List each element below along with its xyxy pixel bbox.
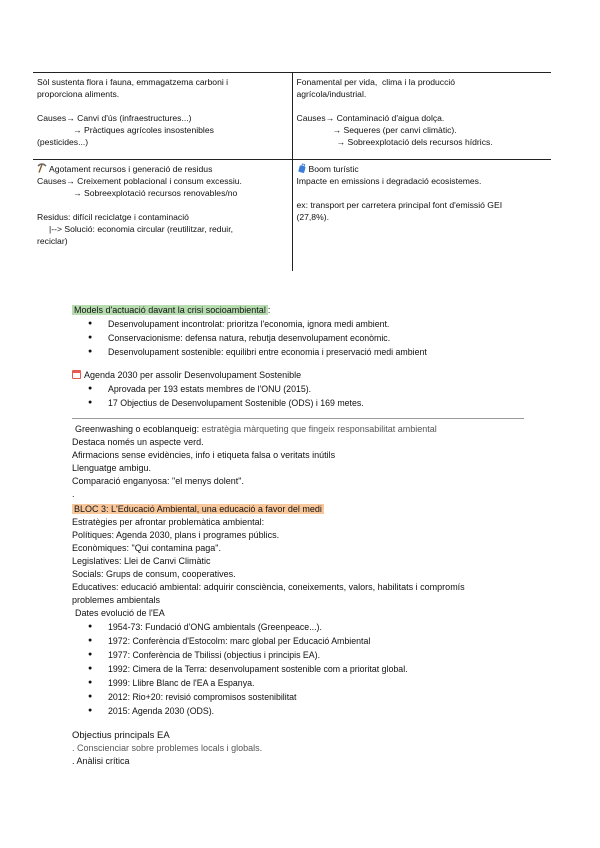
cell-text: Residus: difícil reciclatge i contaminació — [37, 212, 189, 222]
table-row — [33, 160, 551, 272]
greenwashing-heading — [72, 423, 437, 436]
cell-text: → Sobreexplotació dels recursos hídrics. — [336, 137, 493, 147]
cell-text: → Sobreexplotació recursos renovables/no — [73, 188, 238, 198]
list-item: ● Aprovada per 193 estats membres de l'ONU (2015). — [72, 382, 364, 396]
greenwashing-line: Afirmacions sense evidències, info i etiqueta falsa o veritats inútils — [72, 450, 336, 460]
bloc3-line: Educatives: educació ambiental: adquirir consciència, coneixements, valors, habilitats i compromís — [72, 582, 465, 592]
models-heading-text: Models d'actuació davant la crisi socioambiental — [74, 305, 266, 315]
cell-text: (27,8%). — [296, 212, 329, 222]
cell-text: agrícola/industrial. — [296, 89, 367, 99]
cell-text: Impacte en emissions i degradació ecosistemes. — [296, 176, 482, 186]
list-item: ● 1992: Cimera de la Terra: desenvolupament sostenible com a prioritat global. — [72, 662, 465, 676]
list-item: ● 1999: Llibre Blanc de l'EA a Espanya. — [72, 676, 465, 690]
cell-text: ex: transport per carretera principal font d'emissió GEI — [296, 200, 503, 210]
dates-heading: Dates evolució de l'EA — [75, 608, 165, 618]
list-item: ● 2012: Rio+20: revisió compromisos sostenibilitat — [72, 690, 465, 704]
list-item: ● 1954-73: Fundació d'ONG ambientals (Greenpeace...). — [72, 620, 465, 634]
list-item: ● Desenvolupament incontrolat: prioritza l'economia, ignora medi ambient. — [72, 317, 427, 331]
dates-list — [72, 620, 465, 718]
objectius-line: . Anàlisi crítica — [72, 756, 130, 766]
cell-title-text: Boom turístic — [308, 164, 359, 174]
bloc3-line: Estratègies per afrontar problemàtica ambiental: — [72, 517, 265, 527]
list-item: ● 1972: Conferència d'Estocolm: marc global per Educació Ambiental — [72, 634, 465, 648]
greenwashing-line: Destaca només un aspecte verd. — [72, 437, 204, 447]
greenwashing-definition: estratègia màrqueting que fingeix responsabilitat ambiental — [201, 424, 437, 434]
table-cell-soil — [33, 73, 292, 160]
cell-text: reciclar) — [37, 236, 68, 246]
agenda-section — [72, 369, 364, 410]
cell-text: Causes→ Canvi d'ús (infraestructures...) — [37, 113, 192, 123]
objectius-heading: Objectius principals EA — [72, 730, 170, 741]
bloc3-line: Econòmiques: "Qui contamina paga". — [72, 543, 221, 553]
table-row — [33, 73, 551, 160]
luggage-icon — [297, 163, 307, 173]
pickaxe-icon — [37, 163, 47, 173]
objectius-section — [72, 729, 262, 768]
list-item: ● 17 Objectius de Desenvolupament Sostenible (ODS) i 169 metes. — [72, 396, 364, 410]
divider — [72, 418, 524, 419]
greenwashing-dot: . — [72, 489, 75, 499]
cell-text: proporciona aliments. — [37, 89, 120, 99]
list-item: ● Desenvolupament sostenible: equilibri entre economia i preservació medi ambient — [72, 345, 427, 359]
greenwashing-section — [72, 423, 437, 501]
bloc3-line: Legislatives: Llei de Canvi Climàtic — [72, 556, 211, 566]
list-item: ● 1977: Conferència de Tbilissi (objectius i principis EA). — [72, 648, 465, 662]
cell-text: (pesticides...) — [37, 137, 89, 147]
cell-title — [37, 163, 288, 175]
cell-text: Sòl sustenta flora i fauna, emmagatzema carboni i — [37, 77, 229, 87]
models-section — [72, 304, 427, 359]
models-heading-suffix: : — [267, 305, 271, 315]
agenda-heading-text: Agenda 2030 per assolir Desenvolupament Sostenible — [84, 370, 302, 380]
greenwashing-line: Comparació enganyosa: "el menys dolent". — [72, 476, 244, 486]
models-list — [72, 317, 427, 359]
topics-table — [33, 72, 551, 271]
bloc3-heading-text: BLOC 3: L'Educació Ambiental, una educació a favor del medi — [74, 504, 322, 514]
bloc3-line: problemes ambientals — [72, 595, 161, 605]
list-item: ● Conservacionisme: defensa natura, rebutja desenvolupament econòmic. — [72, 331, 427, 345]
greenwashing-term: Greenwashing o ecoblanqueig: — [75, 424, 200, 434]
bloc3-heading — [72, 503, 465, 516]
greenwashing-line: Llenguatge ambigu. — [72, 463, 152, 473]
bloc3-line: Polítiques: Agenda 2030, plans i programes públics. — [72, 530, 280, 540]
cell-text: |--> Solució: economia circular (reutilitzar, reduir, — [49, 224, 233, 234]
objectius-line: . Conscienciar sobre problemes locals i globals. — [72, 743, 263, 753]
bloc3-line: Socials: Grups de consum, cooperatives. — [72, 569, 236, 579]
cell-text: Fonamental per vida, clima i la producció — [296, 77, 456, 87]
cell-text: → Pràctiques agrícoles insostenibles — [73, 125, 214, 135]
cell-title — [297, 163, 548, 175]
bloc3-section — [72, 503, 465, 718]
table-cell-water — [292, 73, 551, 160]
cell-text: Causes→ Creixement poblacional i consum excessiu. — [37, 176, 242, 186]
table-cell-resources — [33, 160, 292, 272]
cell-text: → Sequeres (per canvi climàtic). — [332, 125, 457, 135]
agenda-heading — [72, 369, 364, 382]
cell-text: Causes→ Contaminació d'aigua dolça. — [296, 113, 445, 123]
calendar-icon — [72, 370, 81, 379]
table-cell-tourism — [292, 160, 551, 272]
list-item: ● 2015: Agenda 2030 (ODS). — [72, 704, 465, 718]
models-heading — [72, 304, 427, 317]
cell-title-text: Agotament recursos i generació de residus — [49, 164, 213, 174]
agenda-list — [72, 382, 364, 410]
